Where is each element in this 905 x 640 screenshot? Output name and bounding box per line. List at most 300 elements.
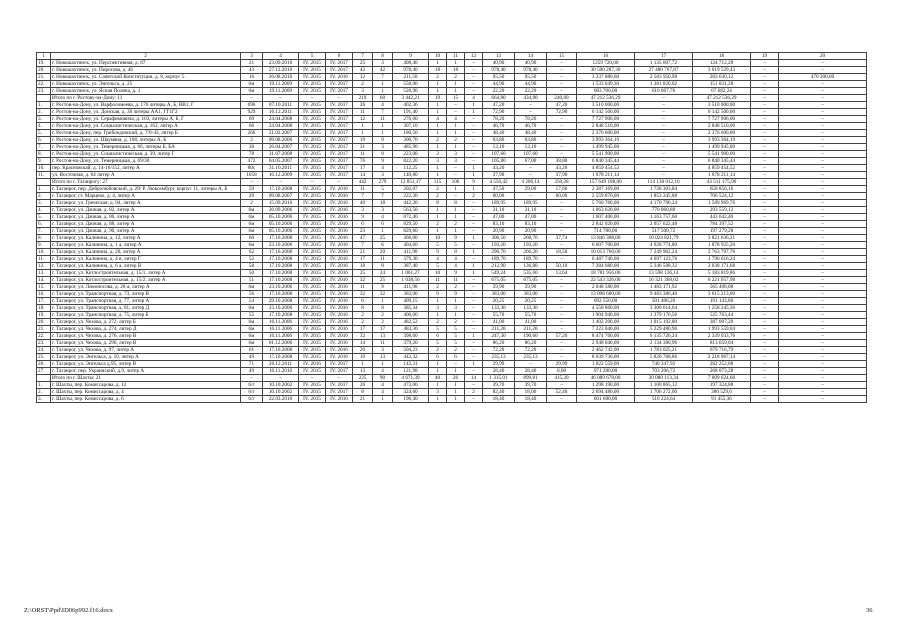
- table-cell: –: [779, 375, 867, 382]
- table-cell: 770 060,88: [635, 207, 693, 214]
- table-cell: 1 783 025,21: [635, 347, 693, 354]
- table-cell: –: [515, 109, 547, 116]
- table-cell: –: [779, 354, 867, 361]
- table-cell: 9: [447, 235, 465, 242]
- table-cell: 38,80: [547, 158, 577, 165]
- table-cell: 23.09.2010: [263, 60, 299, 67]
- table-cell: 10.10.2002: [263, 382, 299, 389]
- table-cell: 385,34: [393, 305, 429, 312]
- table-cell: 1: [447, 88, 465, 95]
- table-cell: IV. 2015: [299, 123, 326, 130]
- table-cell: 434,80: [515, 95, 547, 102]
- table-cell: –: [751, 74, 779, 81]
- table-cell: 47,00: [483, 214, 515, 221]
- table-cell: –: [635, 95, 693, 102]
- table-cell: 411,90: [393, 249, 429, 256]
- table-cell: 52: [241, 256, 263, 263]
- table-cell: 402,36: [393, 102, 429, 109]
- table-cell: 379,20: [393, 340, 429, 347]
- table-row: [37, 186, 867, 193]
- table-cell: 26: [353, 102, 373, 109]
- table-cell: 366,00: [393, 235, 429, 242]
- table-cell: –: [465, 298, 483, 305]
- table-cell: 1: [447, 312, 465, 319]
- table-cell: –: [515, 172, 547, 179]
- table-cell: IV. 2015: [299, 172, 326, 179]
- table-cell: –: [751, 284, 779, 291]
- table-cell: 7 727 906,00: [693, 116, 751, 123]
- table-cell: IV. 2015: [299, 109, 326, 116]
- table-cell: –: [465, 319, 483, 326]
- table-cell: 11: [353, 186, 373, 193]
- table-row: [37, 277, 867, 284]
- table-cell: IV. 2016: [326, 256, 353, 263]
- table-cell: 411,90: [393, 284, 429, 291]
- table-cell: 24: [373, 270, 393, 277]
- column-number-header: [37, 53, 867, 60]
- table-cell: –: [547, 319, 577, 326]
- table-cell: 223,00: [393, 151, 429, 158]
- table-cell: –: [751, 81, 779, 88]
- table-row: [37, 88, 867, 95]
- table-row: [37, 396, 867, 403]
- table-cell: –: [547, 298, 577, 305]
- table-cell: –: [751, 277, 779, 284]
- table-cell: 21.: [37, 74, 51, 81]
- table-cell: 37,90: [547, 172, 577, 179]
- address-cell: ул. Восточная, д. 64 литер А: [51, 172, 241, 179]
- table-row: [37, 137, 867, 144]
- table-cell: 1 038,56: [393, 277, 429, 284]
- table-cell: 22.: [37, 81, 51, 88]
- table-cell: 15.09.2010: [263, 200, 299, 207]
- table-cell: 565 408,08: [693, 284, 751, 291]
- address-cell: г. Ростов-на-Дону, ул. Серафимовича, д. 103, литеры А, Б, Г: [51, 116, 241, 123]
- table-cell: –: [779, 221, 867, 228]
- address-cell: г. Ростов-на-Дону, ул. Социалистическая, д. 39, литер Г: [51, 151, 241, 158]
- table-cell: 5.: [37, 130, 51, 137]
- address-cell: г. Таганрог, ул. Котлостроительная, д. 15/2, литер А: [51, 277, 241, 284]
- table-cell: 1 015 192,80: [635, 319, 693, 326]
- table-cell: –: [751, 326, 779, 333]
- table-cell: 23.: [37, 88, 51, 95]
- table-cell: 813 659,04: [693, 340, 751, 347]
- table-cell: 1: [447, 368, 465, 375]
- table-cell: 8 039 736,00: [577, 354, 635, 361]
- table-cell: 62: [241, 249, 263, 256]
- table-cell: 2.: [37, 389, 51, 396]
- table-cell: –: [751, 228, 779, 235]
- table-cell: 63,80: [483, 137, 515, 144]
- table-cell: 6м: [241, 81, 263, 88]
- table-cell: IV. 2015: [299, 228, 326, 235]
- table-cell: 19: [353, 137, 373, 144]
- table-cell: 133,30: [483, 305, 515, 312]
- table-cell: 4: [447, 256, 465, 263]
- table-cell: –: [547, 123, 577, 130]
- table-cell: 9 483 386,40: [635, 291, 693, 298]
- address-cell: г. Ростов-на-Дону, ул. Темерницкая, д. 66, литеры Б, БА: [51, 144, 241, 151]
- table-cell: 193,20: [483, 242, 515, 249]
- table-cell: 76: [353, 158, 373, 165]
- table-cell: 24.04.2008: [263, 116, 299, 123]
- table-cell: 40: [353, 200, 373, 207]
- table-cell: –: [635, 158, 693, 165]
- table-cell: 1 163 757,60: [635, 214, 693, 221]
- table-cell: 3: [353, 207, 373, 214]
- table-cell: 17.10.2008: [263, 277, 299, 284]
- table-cell: 1 499 945,00: [693, 144, 751, 151]
- table-cell: –: [751, 144, 779, 151]
- table-cell: 7: [373, 74, 393, 81]
- table-cell: IV. 2016: [326, 200, 353, 207]
- table-cell: –: [465, 81, 483, 88]
- table-cell: 1 904 940,00: [577, 312, 635, 319]
- table-cell: 383,00: [393, 291, 429, 298]
- table-cell: 10.: [37, 249, 51, 256]
- table-cell: 5: [429, 263, 447, 270]
- table-cell: 3: [447, 158, 465, 165]
- table-cell: –: [751, 67, 779, 74]
- table-cell: 504,23: [393, 347, 429, 354]
- table-cell: 2: [353, 312, 373, 319]
- table-cell: 86,20: [515, 340, 547, 347]
- table-cell: 5: [447, 340, 465, 347]
- table-cell: 1: [429, 144, 447, 151]
- table-cell: 12 851,17: [393, 179, 429, 186]
- table-cell: 442,32: [393, 354, 429, 361]
- table-cell: IV. 2015: [299, 221, 326, 228]
- table-cell: –: [299, 375, 326, 382]
- table-cell: 398,60: [393, 333, 429, 340]
- table-cell: 86,20: [483, 340, 515, 347]
- table-cell: 2: [465, 193, 483, 200]
- table-cell: –: [465, 158, 483, 165]
- header-cell: 6: [326, 53, 353, 60]
- table-cell: 675,05: [483, 277, 515, 284]
- table-cell: –: [465, 228, 483, 235]
- table-cell: 5 346 508,32: [635, 263, 693, 270]
- table-cell: 6.: [37, 137, 51, 144]
- table-cell: 17.10.2008: [263, 347, 299, 354]
- table-cell: 15: [447, 95, 465, 102]
- table-cell: 658 856,16: [693, 186, 751, 193]
- table-cell: –: [751, 137, 779, 144]
- table-cell: IV. 2017: [326, 137, 353, 144]
- table-row: [37, 130, 867, 137]
- table-cell: –: [547, 67, 577, 74]
- table-cell: 6м: [241, 284, 263, 291]
- table-cell: 142,31: [393, 361, 429, 368]
- table-cell: 01.12.2006: [263, 340, 299, 347]
- table-cell: 24.04.2008: [263, 123, 299, 130]
- table-cell: 8: [373, 305, 393, 312]
- table-cell: 3 337 880,60: [577, 74, 635, 81]
- table-cell: 31,10: [483, 207, 515, 214]
- table-cell: 1: [447, 123, 465, 130]
- table-cell: 7.: [37, 228, 51, 235]
- table-cell: 563,50: [393, 207, 429, 214]
- address-cell: г. Ростов-на-Дону, пер. Грибоедовский, д. 7/0-43, литер Б: [51, 130, 241, 137]
- table-cell: IV. 2016: [326, 74, 353, 81]
- table-cell: 293 559,12: [693, 207, 751, 214]
- table-row: [37, 347, 867, 354]
- table-cell: 39,70: [483, 382, 515, 389]
- table-cell: 692 550,00: [577, 298, 635, 305]
- table-cell: IV. 2015: [299, 165, 326, 172]
- table-row: [37, 95, 867, 102]
- table-cell: 978,40: [393, 67, 429, 74]
- table-cell: 22.03.2010: [263, 396, 299, 403]
- table-cell: 387,40: [393, 263, 429, 270]
- table-cell: –: [779, 340, 867, 347]
- table-cell: –: [547, 382, 577, 389]
- table-cell: 14: [353, 172, 373, 179]
- address-cell: г. Таганрог, ул. Дачная, д. 82, литер А: [51, 207, 241, 214]
- table-cell: 1: [373, 88, 393, 95]
- address-cell: г. Таганрог, ул. Ломоносова, д. 26-а, литер А: [51, 284, 241, 291]
- table-cell: 740 347,92: [635, 361, 693, 368]
- table-cell: IV. 2015: [299, 88, 326, 95]
- table-cell: 38: [241, 144, 263, 151]
- table-cell: 23: [353, 228, 373, 235]
- table-cell: 16.12.2009: [263, 172, 299, 179]
- table-cell: –: [751, 368, 779, 375]
- table-cell: 11: [373, 256, 393, 263]
- table-cell: 4.: [37, 207, 51, 214]
- table-cell: 1: [429, 123, 447, 130]
- table-cell: 197 279,28: [693, 228, 751, 235]
- address-cell: г. Таганрог, ул. Чехова, д. 276, литер В: [51, 333, 241, 340]
- table-cell: 42: [353, 67, 373, 74]
- table-cell: –: [465, 340, 483, 347]
- table-cell: 1: [447, 382, 465, 389]
- table-row: [37, 263, 867, 270]
- table-cell: 151 831,28: [693, 81, 751, 88]
- table-cell: 1 063 620,00: [577, 207, 635, 214]
- table-cell: –: [465, 207, 483, 214]
- table-cell: 4: [447, 116, 465, 123]
- table-cell: IV. 2015: [299, 116, 326, 123]
- table-cell: 80с: [241, 165, 263, 172]
- table-row: [37, 172, 867, 179]
- table-cell: –: [751, 333, 779, 340]
- table-cell: 978,40: [515, 67, 547, 74]
- table-cell: 1: [447, 186, 465, 193]
- table-cell: IV. 2016: [326, 228, 353, 235]
- table-cell: 5: [447, 326, 465, 333]
- table-cell: IV. 2017: [326, 130, 353, 137]
- table-cell: –: [751, 88, 779, 95]
- table-cell: 235,13: [483, 354, 515, 361]
- table-cell: 219: [353, 95, 373, 102]
- table-row: [37, 165, 867, 172]
- table-cell: –: [447, 109, 465, 116]
- table-cell: 18: [447, 67, 465, 74]
- table-cell: 43 511 175,90: [693, 179, 751, 186]
- table-cell: 22.: [37, 333, 51, 340]
- table-cell: 1: [429, 81, 447, 88]
- table-cell: 26.: [37, 361, 51, 368]
- table-cell: 443 642,40: [693, 214, 751, 221]
- table-cell: 12: [353, 116, 373, 123]
- table-cell: 616 067,76: [635, 88, 693, 95]
- table-cell: 17.10.2008: [263, 186, 299, 193]
- table-cell: 3 300 614,64: [635, 305, 693, 312]
- table-cell: 1: [429, 102, 447, 109]
- header-cell: 4: [263, 53, 299, 60]
- table-cell: 18: [373, 200, 393, 207]
- table-cell: 1: [353, 361, 373, 368]
- table-cell: IV. 2015: [299, 130, 326, 137]
- table-cell: IV. 2015: [299, 354, 326, 361]
- table-cell: IV. 2015: [299, 60, 326, 67]
- table-cell: –: [751, 207, 779, 214]
- table-cell: IV. 2015: [299, 249, 326, 256]
- table-cell: 32: [353, 333, 373, 340]
- table-cell: 4 671,39: [393, 375, 429, 382]
- table-cell: 212,90: [483, 263, 515, 270]
- table-cell: 6 840 345,44: [577, 158, 635, 165]
- address-cell: г. Таганрог, ул. Греческая, д. 94, литер А: [51, 200, 241, 207]
- table-cell: IV. 2016: [326, 277, 353, 284]
- table-cell: 383,00: [515, 291, 547, 298]
- table-cell: IV. 2015: [299, 396, 326, 403]
- table-cell: 72,90: [547, 109, 577, 116]
- table-cell: 2: [353, 81, 373, 88]
- table-cell: –: [547, 74, 577, 81]
- table-cell: –: [779, 60, 867, 67]
- table-row: [37, 389, 867, 396]
- table-cell: 13,10: [483, 144, 515, 151]
- table-cell: –: [547, 340, 577, 347]
- table-cell: –: [515, 361, 547, 368]
- address-cell: г. Новошахтинск, ул. Советской Конституции, д. 8, корпус 5: [51, 74, 241, 81]
- table-cell: –: [779, 214, 867, 221]
- table-cell: 180,50: [393, 130, 429, 137]
- table-cell: 202,07: [393, 186, 429, 193]
- table-cell: 6: [353, 221, 373, 228]
- table-cell: 18,40: [515, 396, 547, 403]
- table-cell: 48,40: [483, 130, 515, 137]
- address-cell: г. Таганрог, ул. Чехова, д. 272, литер Б: [51, 319, 241, 326]
- table-cell: –: [547, 151, 577, 158]
- table-cell: 6/г: [241, 396, 263, 403]
- table-cell: 20: [373, 249, 393, 256]
- table-cell: 124 712,28: [693, 60, 751, 67]
- table-cell: 07.10.2011: [263, 102, 299, 109]
- table-cell: 929: [241, 109, 263, 116]
- table-cell: 703 206,72: [635, 368, 693, 375]
- table-cell: 4: [465, 95, 483, 102]
- table-cell: –: [779, 186, 867, 193]
- table-row: [37, 305, 867, 312]
- table-cell: 14: [465, 375, 483, 382]
- table-cell: 47 212 536,29: [577, 95, 635, 102]
- table-cell: –: [263, 95, 299, 102]
- table-cell: –: [547, 305, 577, 312]
- table-cell: 1: [373, 361, 393, 368]
- table-cell: –: [751, 361, 779, 368]
- table-cell: 17: [353, 165, 373, 172]
- table-cell: 25: [373, 277, 393, 284]
- table-cell: 20,25: [515, 298, 547, 305]
- table-cell: 6: [353, 298, 373, 305]
- table-cell: –: [465, 144, 483, 151]
- table-cell: 16.: [37, 291, 51, 298]
- table-cell: 17.10.2008: [263, 263, 299, 270]
- table-cell: 49: [241, 368, 263, 375]
- table-row: [37, 200, 867, 207]
- address-cell: г. Таганрог, ул. Калинина, д. 4 в, литер Г: [51, 256, 241, 263]
- table-cell: 3 993 364,19: [693, 137, 751, 144]
- table-cell: –: [751, 270, 779, 277]
- table-cell: 60: [373, 95, 393, 102]
- table-cell: 37,74: [547, 235, 577, 242]
- table-cell: –: [779, 333, 867, 340]
- table-row: [37, 319, 867, 326]
- table-cell: 2: [447, 74, 465, 81]
- table-cell: IV. 2015: [299, 263, 326, 270]
- table-cell: 9: [353, 214, 373, 221]
- table-cell: IV. 2015: [299, 256, 326, 263]
- table-cell: 90: [373, 375, 393, 382]
- table-cell: IV. 2016: [326, 221, 353, 228]
- address-cell: г. Ростов-на-Дону, ул. Донская, д. 36 литеры АА1, ГГ1Г2: [51, 109, 241, 116]
- table-cell: –: [547, 347, 577, 354]
- address-cell: г. Таганрог, ул. Котлостроительная, д. 15/1, литер А: [51, 270, 241, 277]
- page-number: 36: [866, 607, 873, 614]
- table-row: [37, 312, 867, 319]
- table-cell: 2: [429, 347, 447, 354]
- table-cell: –: [635, 172, 693, 179]
- table-cell: –: [299, 179, 326, 186]
- table-cell: 211,50: [393, 74, 429, 81]
- table-cell: IV. 2016: [326, 354, 353, 361]
- table-cell: –: [779, 151, 867, 158]
- table-cell: –: [547, 277, 577, 284]
- table-cell: –: [779, 277, 867, 284]
- table-cell: 714 780,00: [577, 228, 635, 235]
- table-cell: 235,13: [515, 354, 547, 361]
- table-cell: 31.07.2008: [263, 151, 299, 158]
- table-cell: 1: [373, 396, 393, 403]
- table-cell: 549,24: [483, 270, 515, 277]
- table-cell: IV. 2015: [299, 298, 326, 305]
- table-cell: 60: [241, 235, 263, 242]
- table-cell: 1: [429, 396, 447, 403]
- table-cell: –: [635, 109, 693, 116]
- table-cell: 2: [429, 193, 447, 200]
- table-cell: IV. 2015: [299, 74, 326, 81]
- table-cell: 683 700,00: [577, 88, 635, 95]
- table-cell: 7 727 906,00: [577, 116, 635, 123]
- table-cell: 1.: [37, 186, 51, 193]
- table-cell: 2: [241, 137, 263, 144]
- table-cell: –: [465, 326, 483, 333]
- address-cell: г. Таганрог, ст. Марцево, д. 4, литер А: [51, 193, 241, 200]
- table-cell: IV. 2015: [299, 368, 326, 375]
- table-cell: 2.: [37, 109, 51, 116]
- table-cell: 1: [373, 130, 393, 137]
- table-cell: 5: [373, 186, 393, 193]
- table-cell: –: [779, 326, 867, 333]
- table-cell: 4: [429, 116, 447, 123]
- table-cell: 872,40: [393, 214, 429, 221]
- table-cell: 16.11.2010: [263, 368, 299, 375]
- table-cell: –: [779, 172, 867, 179]
- table-cell: 14: [353, 340, 373, 347]
